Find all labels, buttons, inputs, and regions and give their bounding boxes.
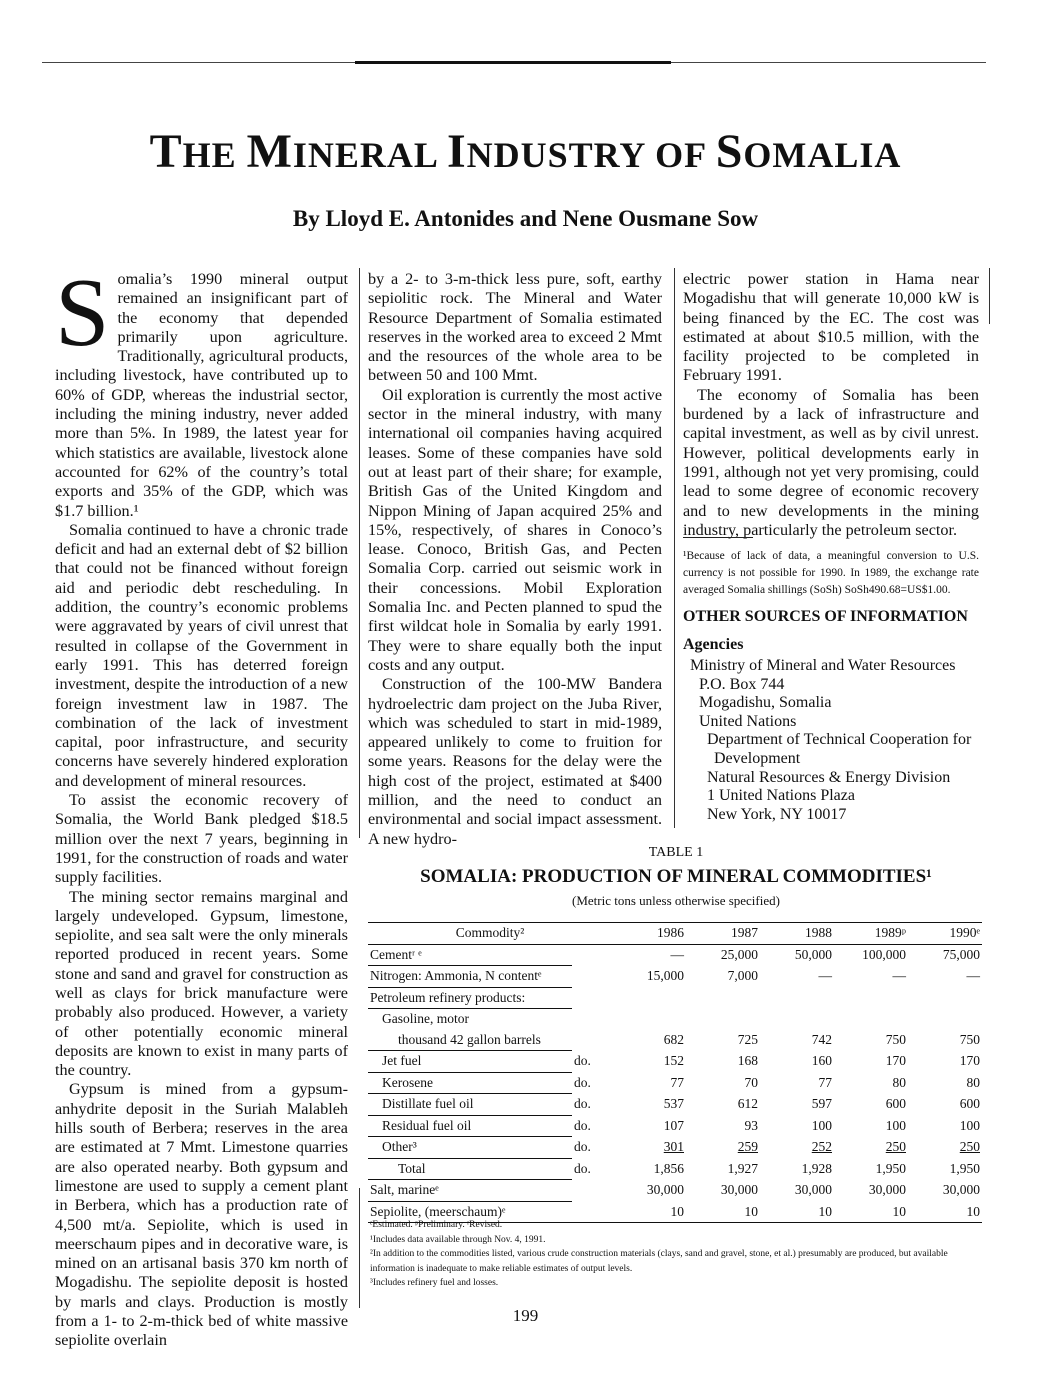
agency-line: Ministry of Mineral and Water Resources [690, 657, 956, 674]
table-cell [686, 987, 760, 1009]
table-row [368, 1030, 982, 1051]
paragraph: electric power station in Hama near Mogadishu that will generate 10,000 kW is being financed by the EC. The cost was estimated at about $10.5 million, with the facility projected to be completed in February 1991. [683, 270, 979, 385]
paragraph: by a 2- to 3-m-thick less pure, soft, earthy sepiolitic rock. The Mineral and Water Resource Department of Somalia estimated reserves in the worked area to exceed 2 Mmt and the resources of the whole area to be between 50 and 100 Mmt. [368, 270, 662, 385]
column-2 [368, 270, 662, 849]
row-unit [572, 1180, 612, 1202]
table-cell: 1,950 [949, 1160, 980, 1176]
table-note: ᵉEstimated. ᵖPreliminary. ʳRevised. [370, 1220, 503, 1230]
table-cell: 750 [885, 1032, 906, 1047]
table-cell [612, 1009, 686, 1030]
paragraph: Oil exploration is currently the most active sector in the mineral industry, with many international oil companies having acquired leases. Some of these companies have sold out at least part of their share; for example, British Gas of the United Kingdom and Nippon Mining of Japan acquired 25% and 15%, respectively, of shares in Conoco’s lease. Conoco, British Gas, and Pecten Somalia Corp. carried out seismic work in their concessions. Mobil Exploration Somalia Inc. and Pecten planned to spud the first wildcat hole in Somalia by early 1991. They were to share equally both the input costs and any output. [368, 385, 662, 674]
table-cell [908, 1009, 982, 1030]
table-cell: 100 [885, 1117, 906, 1133]
table-row [368, 1137, 982, 1159]
table-cell: 80 [892, 1074, 906, 1090]
row-unit: do. [574, 1074, 591, 1090]
table-cell: 30,000 [868, 1182, 906, 1198]
paragraph: Somalia’s 1990 mineral output remained an insignificant part of the economy that depended primarily upon agriculture. Traditionally, agricultural products, including livestock, have contributed up to 60% of GDP, whereas the industrial sector, including the mining industry, never added more than 5%. In 1989, the latest year for which statistics are available, livestock alone accounted for 62% of the country’s total exports and 35% of the GDP, which was $1.7 billion.¹ [55, 259, 348, 520]
table-cell [686, 1009, 760, 1030]
table-row [368, 1115, 982, 1137]
footnote: ¹Because of lack of data, a meaningful conversion to U.S. currency is not possible for 1990. In 1989, the exchange rate averaged Somalia shillings (SoSh) SoSh490.68=US$1.00. [683, 550, 979, 596]
row-label: Kerosene [368, 1072, 572, 1094]
table-cell [908, 987, 982, 1009]
agency-line: P.O. Box 744 [699, 675, 785, 693]
row-unit [572, 1009, 612, 1030]
table-row [368, 987, 982, 1009]
row-unit [572, 944, 612, 966]
column-divider [674, 268, 675, 828]
column-1 [55, 259, 348, 1350]
table-cell: 10 [686, 1201, 760, 1223]
column-3 [683, 270, 979, 540]
table-cell: 1,928 [801, 1160, 832, 1176]
table-row [368, 1009, 982, 1030]
table-cell: 600 [959, 1096, 980, 1112]
row-label: Total [368, 1158, 572, 1180]
table-row [368, 1094, 982, 1116]
table-cell: — [892, 968, 906, 984]
table-row [368, 1072, 982, 1094]
title-word: THE [149, 125, 237, 178]
table-cell: 7,000 [727, 968, 758, 984]
table-cell: 75,000 [942, 947, 980, 962]
column-divider [359, 1188, 360, 1308]
column-header: 1990ᵉ [908, 923, 982, 945]
table-cell: 250 [959, 1139, 980, 1155]
table-row [368, 966, 982, 988]
table-title: SOMALIA: PRODUCTION OF MINERAL COMMODITIES¹ [420, 866, 932, 887]
table-cell: 25,000 [720, 947, 758, 962]
row-unit: do. [574, 1117, 591, 1133]
table-row [368, 1051, 982, 1073]
table-cell: 10 [908, 1201, 982, 1223]
row-label: Gasoline, motor [382, 1011, 469, 1027]
row-unit: do. [574, 1053, 591, 1069]
column-header: 1989ᵖ [834, 923, 908, 945]
row-unit: do. [574, 1160, 591, 1176]
column-divider [359, 268, 360, 838]
column-header: 1986 [612, 923, 686, 945]
agencies-heading: Agencies [683, 636, 744, 653]
table-cell: 250 [885, 1139, 906, 1155]
agency-line: United Nations [699, 712, 797, 730]
agency-line: New York, NY 10017 [707, 805, 847, 823]
table-cell: 10 [612, 1201, 686, 1223]
table-cell [834, 1009, 908, 1030]
agency-line: 1 United Nations Plaza [707, 787, 855, 805]
table-row [368, 944, 982, 966]
paragraph: The mining sector remains marginal and largely undeveloped. Gypsum, limestone, sepiolite, and sea salt were the only minerals reported produced in recent years. Some stone and sand and gravel for construction as well as clays for brick manufacture were probably also produced. However, a variety of other potentially economic mineral deposits are known to exist in many parts of the country. [55, 887, 348, 1080]
row-label: Other³ [368, 1137, 572, 1159]
table-cell: 160 [811, 1053, 832, 1069]
title-word: MINERAL [246, 125, 437, 178]
table-note: ²In addition to the commodities listed, various crude construction materials (clays, sand and gravel, stone, et al.) presumably are produced, but available information is inadequate to make reliable estimates of output levels. [370, 1249, 948, 1274]
agency-line: Department of Technical Cooperation for [707, 731, 972, 749]
table-cell [612, 987, 686, 1009]
page-number: 199 [512, 1306, 539, 1325]
table-cell: 597 [811, 1096, 832, 1112]
paragraph: The economy of Somalia has been burdened by a lack of infrastructure and capital investment, as well as by civil unrest. However, political developments early in 1991, although not yet very promising, could lead to some degree of economic recovery and to new developments in the mining industry, particularly the petroleum sector. [683, 385, 979, 539]
row-label: thousand 42 gallon barrels [368, 1030, 572, 1051]
table-cell: 612 [737, 1096, 758, 1112]
title-word: SOMALIA [715, 125, 902, 178]
table-cell: 10 [834, 1201, 908, 1223]
header-rule-accent [355, 61, 671, 64]
table-cell: 93 [744, 1117, 758, 1133]
row-unit [572, 1030, 612, 1051]
row-unit: do. [574, 1096, 591, 1112]
column-header: 1988 [760, 923, 834, 945]
row-label: Cementʳ ᵉ [368, 944, 572, 966]
row-label: Jet fuel [368, 1051, 572, 1073]
article-title [0, 125, 1051, 178]
table-cell: 537 [663, 1096, 684, 1112]
agency-line: Natural Resources & Energy Division [707, 768, 951, 786]
agency-list [690, 657, 971, 824]
other-sources-heading: OTHER SOURCES OF INFORMATION [683, 608, 968, 625]
row-label: Nitrogen: Ammonia, N contentᵉ [368, 966, 572, 988]
table-cell: — [670, 947, 684, 962]
title-word: OF [655, 135, 706, 175]
byline: By Lloyd E. Antonides and Nene Ousmane Sow [292, 206, 759, 231]
table-cell: 30,000 [646, 1182, 684, 1198]
title-word: INDUSTRY [446, 125, 646, 178]
table-cell: 30,000 [942, 1182, 980, 1198]
table-cell: 77 [818, 1074, 832, 1090]
paragraph: Gypsum is mined from a gypsum-anhydrite deposit in the Suriah Malableh hills south of Berbera; reserves in the area are estimated at 7 Mmt. Limestone quarries are also operated nearby. Both gypsum and limestone are used to supply a cement plant in Berbera, which has a production rate of 4,500 mt/a. Sepiolite, which is used in meerschaum pipes and in decorative ware, is mined on an artisanal basis 370 km north of Mogadishu. The sepiolite deposit is hosted by marls and clays. Production is mostly from a 1- to 2-m-thick bed of white massive sepiolite overlain [55, 1080, 348, 1350]
table-cell: 107 [663, 1117, 684, 1133]
table-cell: 1,927 [727, 1160, 758, 1176]
row-unit: do. [574, 1139, 591, 1155]
table-cell: 301 [663, 1139, 684, 1155]
table-cell: 170 [959, 1053, 980, 1069]
table-cell: 1,856 [653, 1160, 684, 1176]
table-note: ¹Includes data available through Nov. 4, 1991. [370, 1234, 546, 1245]
agency-line: Development [714, 749, 801, 767]
table-header-row [368, 923, 982, 945]
drop-cap: S [55, 259, 110, 367]
table-cell: 168 [737, 1053, 758, 1069]
row-unit [572, 987, 612, 1009]
table-cell: 30,000 [794, 1182, 832, 1198]
table-cell: 77 [670, 1074, 684, 1090]
row-label: Salt, marineᵉ [368, 1180, 572, 1202]
table-cell [760, 1009, 834, 1030]
column-header: Commodity² [368, 923, 612, 945]
row-unit [572, 966, 612, 988]
table-label: TABLE 1 [648, 845, 704, 860]
table-cell: 50,000 [794, 947, 832, 962]
paragraph: Construction of the 100-MW Bandera hydroelectric dam project on the Juba River, which was scheduled to start in mid-1989, appeared unlikely to come to fruition for some years. Reasons for the delay were the high cost of the project, estimated at $400 million, and the need to conduct an environmental and social impact assessment. A new hydro- [368, 675, 662, 848]
table-row [368, 1180, 982, 1202]
table-cell: 100,000 [862, 947, 906, 962]
table-cell [760, 987, 834, 1009]
table-cell: 100 [811, 1117, 832, 1133]
table-cell: 750 [959, 1032, 980, 1047]
table-cell: 1,950 [875, 1160, 906, 1176]
row-label: Petroleum refinery products: [368, 987, 572, 1009]
table-cell: 15,000 [646, 968, 684, 984]
table-subtitle: (Metric tons unless otherwise specified) [572, 893, 780, 908]
table-cell: 742 [811, 1032, 832, 1047]
table-cell: — [966, 968, 980, 984]
column-divider [989, 268, 990, 324]
row-label: Residual fuel oil [368, 1115, 572, 1137]
table-cell: 725 [737, 1032, 758, 1047]
table-cell: 600 [885, 1096, 906, 1112]
table-cell: 80 [966, 1074, 980, 1090]
table-cell: 170 [885, 1053, 906, 1069]
paragraph: To assist the economic recovery of Somalia, the World Bank pledged $18.5 million over the next 7 years, beginning in 1991, for the construction of roads and water supply facilities. [55, 791, 348, 887]
table-notes [370, 1218, 982, 1291]
table-cell: — [818, 968, 832, 984]
table-cell: 100 [959, 1117, 980, 1133]
table-note: ³Includes refinery fuel and losses. [370, 1278, 499, 1288]
row-label: Distillate fuel oil [368, 1094, 572, 1116]
table-cell: 10 [760, 1201, 834, 1223]
production-table [368, 922, 982, 1223]
table-cell: 30,000 [720, 1182, 758, 1198]
footnote-rule [683, 537, 753, 538]
table-row [368, 1158, 982, 1180]
table-cell: 252 [811, 1139, 832, 1155]
table-cell: 682 [663, 1032, 684, 1047]
table-cell: 259 [737, 1139, 758, 1155]
column-header: 1987 [686, 923, 760, 945]
table-cell [834, 987, 908, 1009]
table-cell: 152 [663, 1053, 684, 1069]
table-cell: 70 [744, 1074, 758, 1090]
paragraph: Somalia continued to have a chronic trade deficit and had an external debt of $2 billion that could not be financed without foreign aid and periodic debt rescheduling. In addition, the country’s economic problems were aggravated by years of civil unrest that resulted in collapse of the Government in early 1991. This has deterred foreign investment, despite the introduction of a new foreign investment law in 1987. The combination of the lack of investment capital, poor infrastructure, and security concerns have severely hindered exploration and development of mineral resources. [55, 520, 348, 790]
agency-line: Mogadishu, Somalia [699, 694, 832, 712]
row-label: Sepiolite, (meerschaum)ᵉ [368, 1201, 572, 1223]
